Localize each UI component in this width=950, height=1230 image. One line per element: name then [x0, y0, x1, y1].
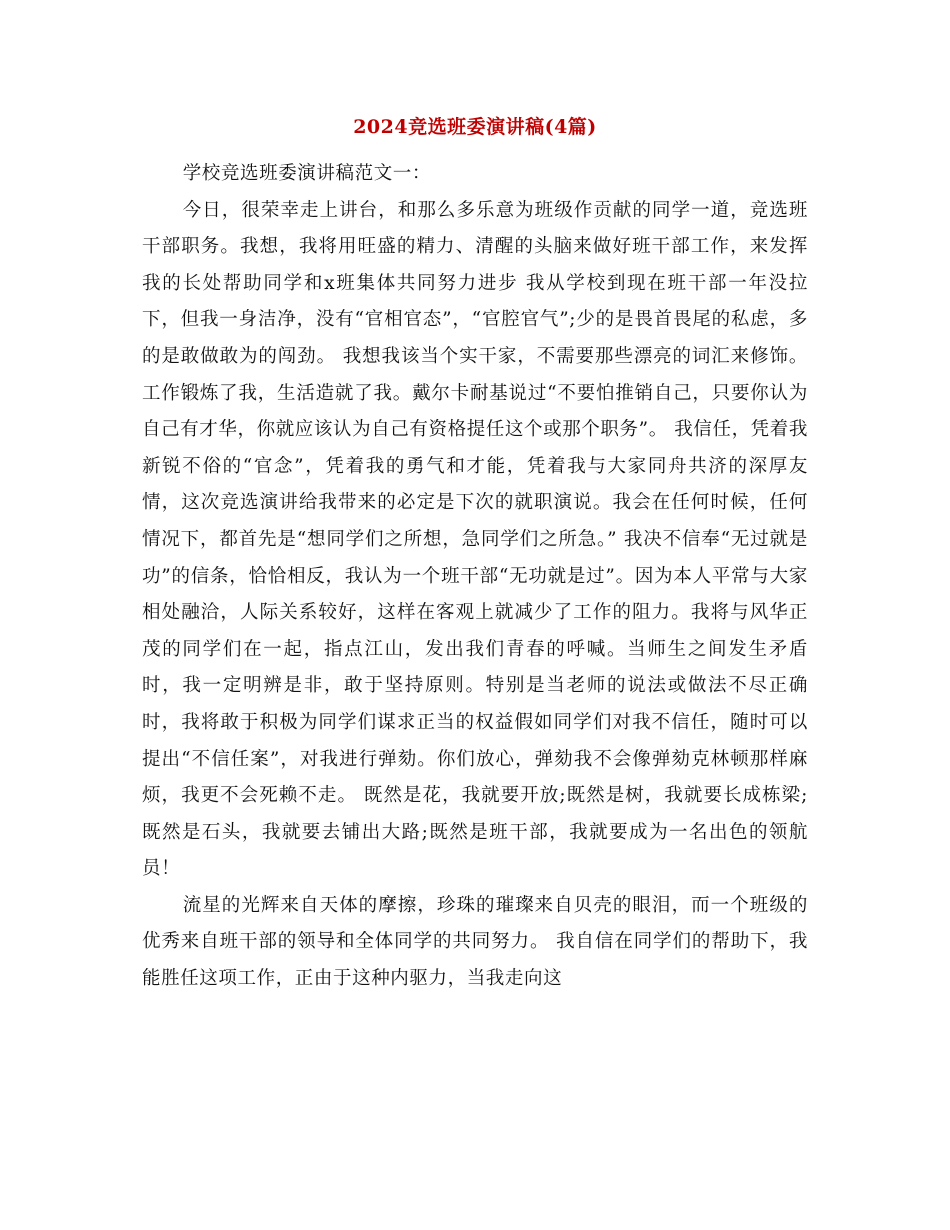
document-body — [142, 156, 808, 998]
paragraph-closing: 流星的光辉来自天体的摩擦，珍珠的璀璨来自贝壳的眼泪，而一个班级的优秀来自班干部的领导和全体同学的共同努力。 我自信在同学们的帮助下，我能胜任这项工作，正由于这种内驱力，当我走向这 — [142, 894, 808, 990]
paragraph-main: 今日，很荣幸走上讲台，和那么多乐意为班级作贡献的同学一道，竞选班干部职务。我想，我将用旺盛的精力、清醒的头脑来做好班干部工作，来发挥我的长处帮助同学和x班集体共同努力进步 我从学校到现在班干部一年没拉下，但我一身洁净，没有“官相官态”，“官腔官气”;少的是畏首畏尾的私虑，多的是敢做敢为的闯劲。 我想我该当个实干家，不需要那些漂亮的词汇来修饰。工作锻炼了我，生活造就了我。戴尔卡耐基说过“不要怕推销自己，只要你认为自己有才华，你就应该认为自己有资格提任这个或那个职务”。 我信任，凭着我新锐不俗的“官念”，凭着我的勇气和才能，凭着我与大家同舟共济的深厚友情，这次竞选演讲给我带来的必定是下次的就职演说。我会在任何时候，任何情况下，都首先是“想同学们之所想，急同学们之所急。” 我决不信奉“无过就是功”的信条，恰恰相反，我认为一个班干部“无功就是过”。因为本人平常与大家相处融洽，人际关系较好，这样在客观上就减少了工作的阻力。我将与风华正茂的同学们在一起，指点江山，发出我们青春的呼喊。当师生之间发生矛盾时，我一定明辨是非，敢于坚持原则。特别是当老师的说法或做法不尽正确时，我将敢于积极为同学们谋求正当的权益假如同学们对我不信任，随时可以提出“不信任案”，对我进行弹劾。你们放心，弹劾我不会像弹劾克林顿那样麻烦，我更不会死赖不走。 既然是花，我就要开放;既然是树，我就要长成栋梁;既然是石头，我就要去铺出大路;既然是班干部，我就要成为一名出色的领航员！ — [142, 199, 808, 880]
document-title: 2024竞选班委演讲稿(4篇) — [353, 116, 597, 138]
paragraph-intro: 学校竞选班委演讲稿范文一： — [182, 163, 431, 184]
